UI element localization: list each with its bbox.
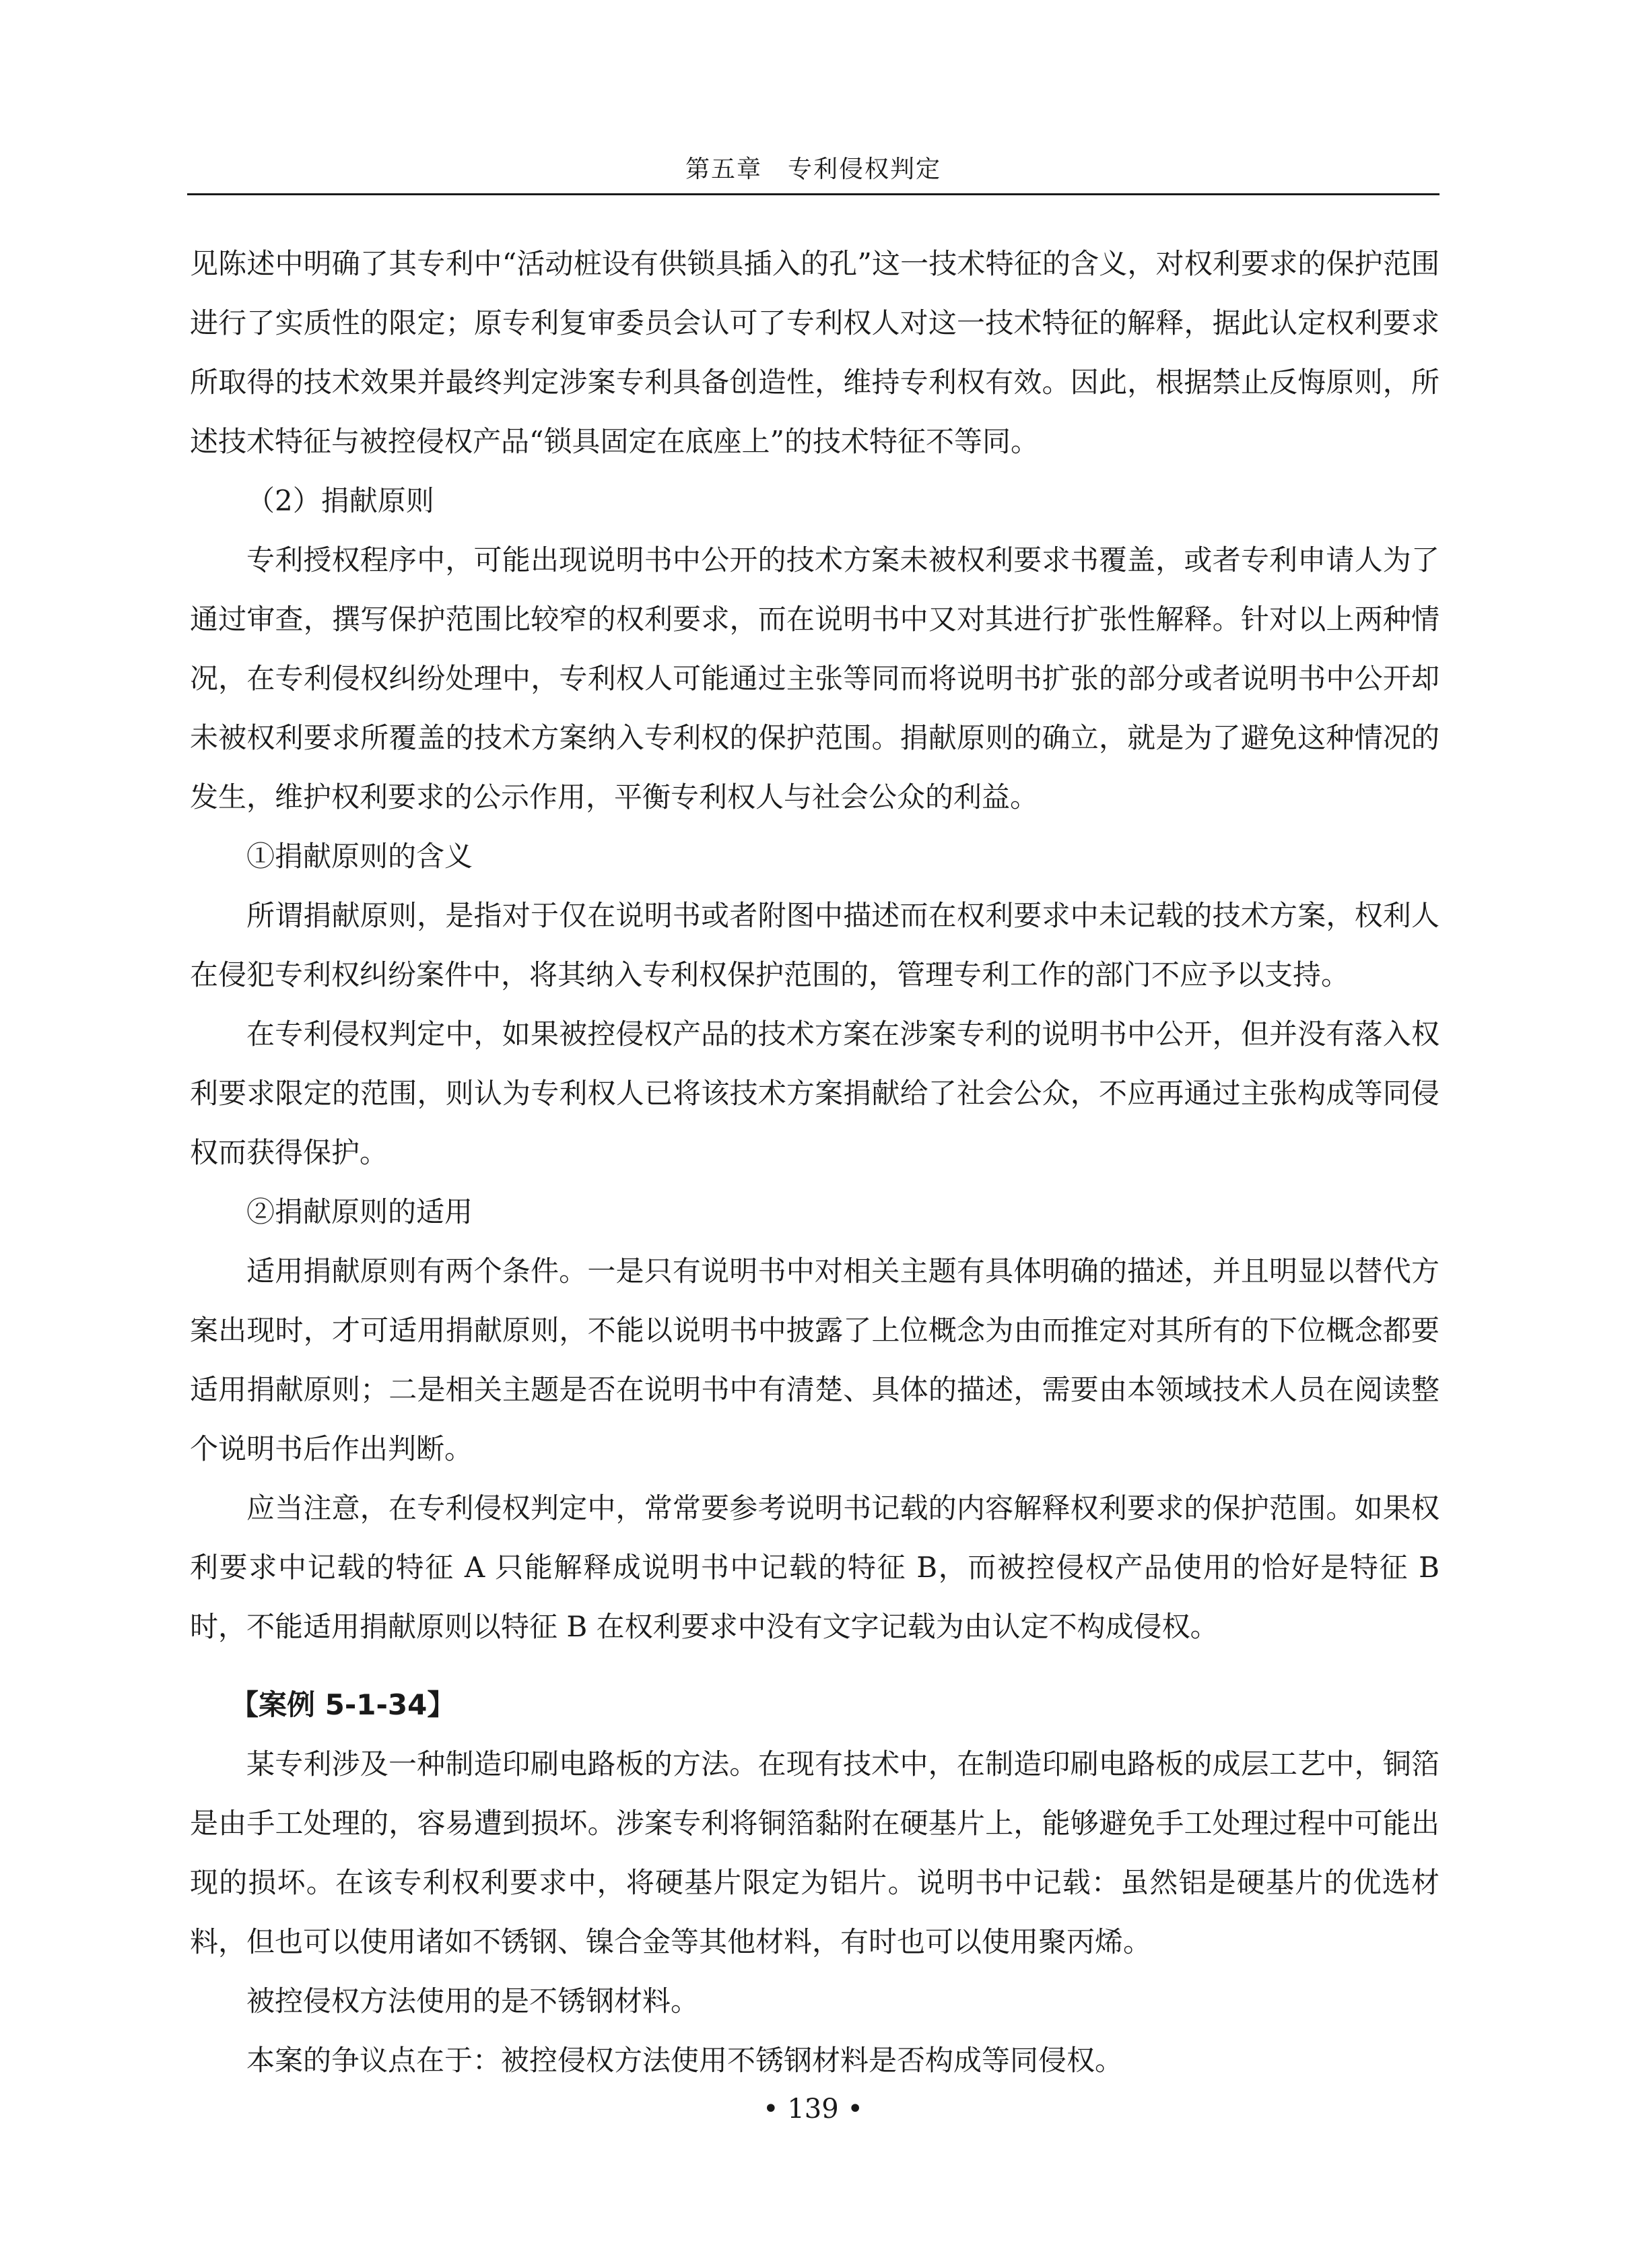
paragraph-case-accused: 被控侵权方法使用的是不锈钢材料。	[246, 1984, 700, 2017]
paragraph-continuation: 见陈述中明确了其专利中“活动桩设有供锁具插入的孔”这一技术特征的含义，对权利要求的保护范围进行了实质性的限定；原专利复审委员会认可了专利权人对这一技术特征的解释，据此认定权利要求所取得的技术效果并最终判定涉案专利具备创造性，维持专利权有效。因此，根据禁止反悔原则，所述技术特征与被控侵权产品“锁具固定在底座上”的技术特征不等同。	[190, 247, 1439, 458]
page-body	[190, 234, 1439, 2090]
paragraph-meaning-application: 在专利侵权判定中，如果被控侵权产品的技术方案在涉案专利的说明书中公开，但并没有落入权利要求限定的范围，则认为专利权人已将该技术方案捐献给了社会公众，不应再通过主张构成等同侵权而获得保护。	[190, 1018, 1439, 1169]
paragraph-applicability-conditions: 适用捐献原则有两个条件。一是只有说明书中对相关主题有具体明确的描述，并且明显以替代方案出现时，才可适用捐献原则，不能以说明书中披露了上位概念为由而推定对其所有的下位概念都要适用捐献原则；二是相关主题是否在说明书中有清楚、具体的描述，需要由本领域技术人员在阅读整个说明书后作出判断。	[190, 1255, 1439, 1465]
running-header: 第五章 专利侵权判定	[187, 152, 1439, 195]
page-number: • 139 •	[763, 2094, 863, 2125]
paragraph-donation-intro: 专利授权程序中，可能出现说明书中公开的技术方案未被权利要求书覆盖，或者专利申请人为了通过审查，撰写保护范围比较窄的权利要求，而在说明书中又对其进行扩张性解释。针对以上两种情况，在专利侵权纠纷处理中，专利权人可能通过主张等同而将说明书扩张的部分或者说明书中公开却未被权利要求所覆盖的技术方案纳入专利权的保护范围。捐献原则的确立，就是为了避免这种情况的发生，维护权利要求的公示作用，平衡专利权人与社会公众的利益。	[190, 543, 1439, 813]
case-title: 【案例 5-1-34】	[230, 1688, 456, 1721]
subheading-applicability: ②捐献原则的适用	[246, 1195, 473, 1228]
paragraph-case-description: 某专利涉及一种制造印刷电路板的方法。在现有技术中，在制造印刷电路板的成层工艺中，铜箔是由手工处理的，容易遭到损坏。涉案专利将铜箔黏附在硬基片上，能够避免手工处理过程中可能出现的损坏。在该专利权利要求中，将硬基片限定为铝片。说明书中记载：虽然铝是硬基片的优选材料，但也可以使用诸如不锈钢、镍合金等其他材料，有时也可以使用聚丙烯。	[190, 1747, 1439, 1958]
subheading-meaning: ①捐献原则的含义	[246, 840, 473, 873]
section-heading-donation-principle: （2）捐献原则	[246, 484, 434, 517]
paragraph-applicability-note: 应当注意，在专利侵权判定中，常常要参考说明书记载的内容解释权利要求的保护范围。如果权利要求中记载的特征 A 只能解释成说明书中记载的特征 B，而被控侵权产品使用的恰好是特征 B 时，不能适用捐献原则以特征 B 在权利要求中没有文字记载为由认定不构成侵权。	[190, 1492, 1439, 1643]
paragraph-case-dispute: 本案的争议点在于：被控侵权方法使用不锈钢材料是否构成等同侵权。	[246, 2044, 1124, 2077]
paragraph-meaning-definition: 所谓捐献原则，是指对于仅在说明书或者附图中描述而在权利要求中未记载的技术方案，权利人在侵犯专利权纠纷案件中，将其纳入专利权保护范围的，管理专利工作的部门不应予以支持。	[190, 899, 1439, 991]
